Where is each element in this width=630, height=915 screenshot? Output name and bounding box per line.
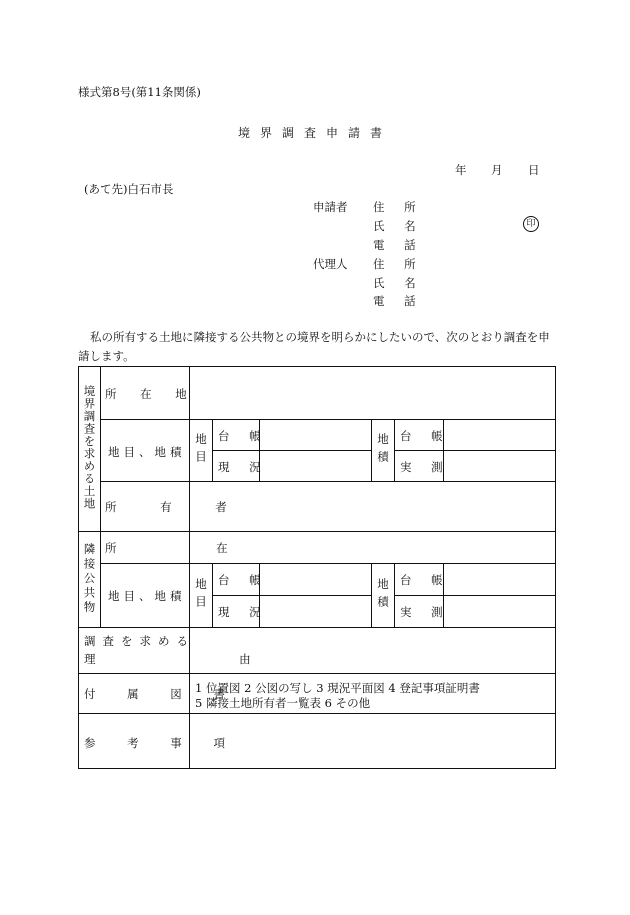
chimoku-label: 地目 (194, 433, 208, 468)
section-public-label: 隣接公共物 (82, 542, 97, 616)
intro-text: 私の所有する土地に隣接する公共物との境界を明らかにしたいので、次のとおり調査を申請します。 (78, 330, 550, 363)
category-area-label: 地目、地積 (108, 445, 186, 459)
current2-label: 現 況 (218, 605, 269, 619)
addressee: (あて先)白石市長 (84, 182, 174, 196)
applicant-name-label: 氏 名 (373, 219, 424, 233)
ledger2-label-2: 台 帳 (400, 573, 451, 587)
applicant-label: 申請者 (313, 200, 348, 214)
chiseki-label: 地積 (376, 433, 390, 468)
location2-label: 所 在 (105, 541, 276, 555)
form-number: 様式第8号(第11条関係) (78, 85, 201, 99)
ledger-label-2: 台 帳 (400, 429, 451, 443)
agent-phone-label: 電 話 (373, 294, 424, 308)
reason-label-line1: 調査を求める (84, 634, 195, 648)
location-label: 所 在 地 (105, 387, 197, 401)
ledger-label: 台 帳 (218, 429, 269, 443)
date-year-label: 年 (455, 163, 467, 177)
current-label: 現 況 (218, 460, 269, 474)
survey2-label: 実 測 (400, 605, 451, 619)
attachments-label: 付 属 図 書 (84, 687, 239, 701)
ledger2-label: 台 帳 (218, 573, 269, 587)
date-month-label: 月 (491, 163, 503, 177)
agent-label: 代理人 (313, 257, 348, 271)
attachments-line1: 1 位置図 2 公図の写し 3 現況平面図 4 登記事項証明書 (195, 681, 480, 695)
survey-label: 実 測 (400, 460, 451, 474)
owner-label: 所 有 者 (105, 500, 247, 514)
attachments-line2: 5 隣接土地所有者一覧表 6 その他 (195, 696, 371, 710)
date-day-label: 日 (528, 163, 540, 177)
applicant-address-label: 住 所 (373, 200, 424, 214)
reason-label-line2: 理 由 (84, 652, 321, 666)
category-area2-label: 地目、地積 (108, 589, 186, 603)
chiseki2-label: 地積 (376, 578, 390, 613)
remarks-label: 参 考 事 項 (84, 736, 239, 750)
chimoku2-label: 地目 (194, 578, 208, 613)
page-title: 境界調査申請書 (237, 126, 392, 140)
seal-mark: 印 (523, 216, 539, 232)
applicant-phone-label: 電 話 (373, 238, 424, 252)
agent-address-label: 住 所 (373, 257, 424, 271)
section-land-label: 境界調査を求める土地 (82, 384, 97, 510)
agent-name-label: 氏 名 (373, 276, 424, 290)
